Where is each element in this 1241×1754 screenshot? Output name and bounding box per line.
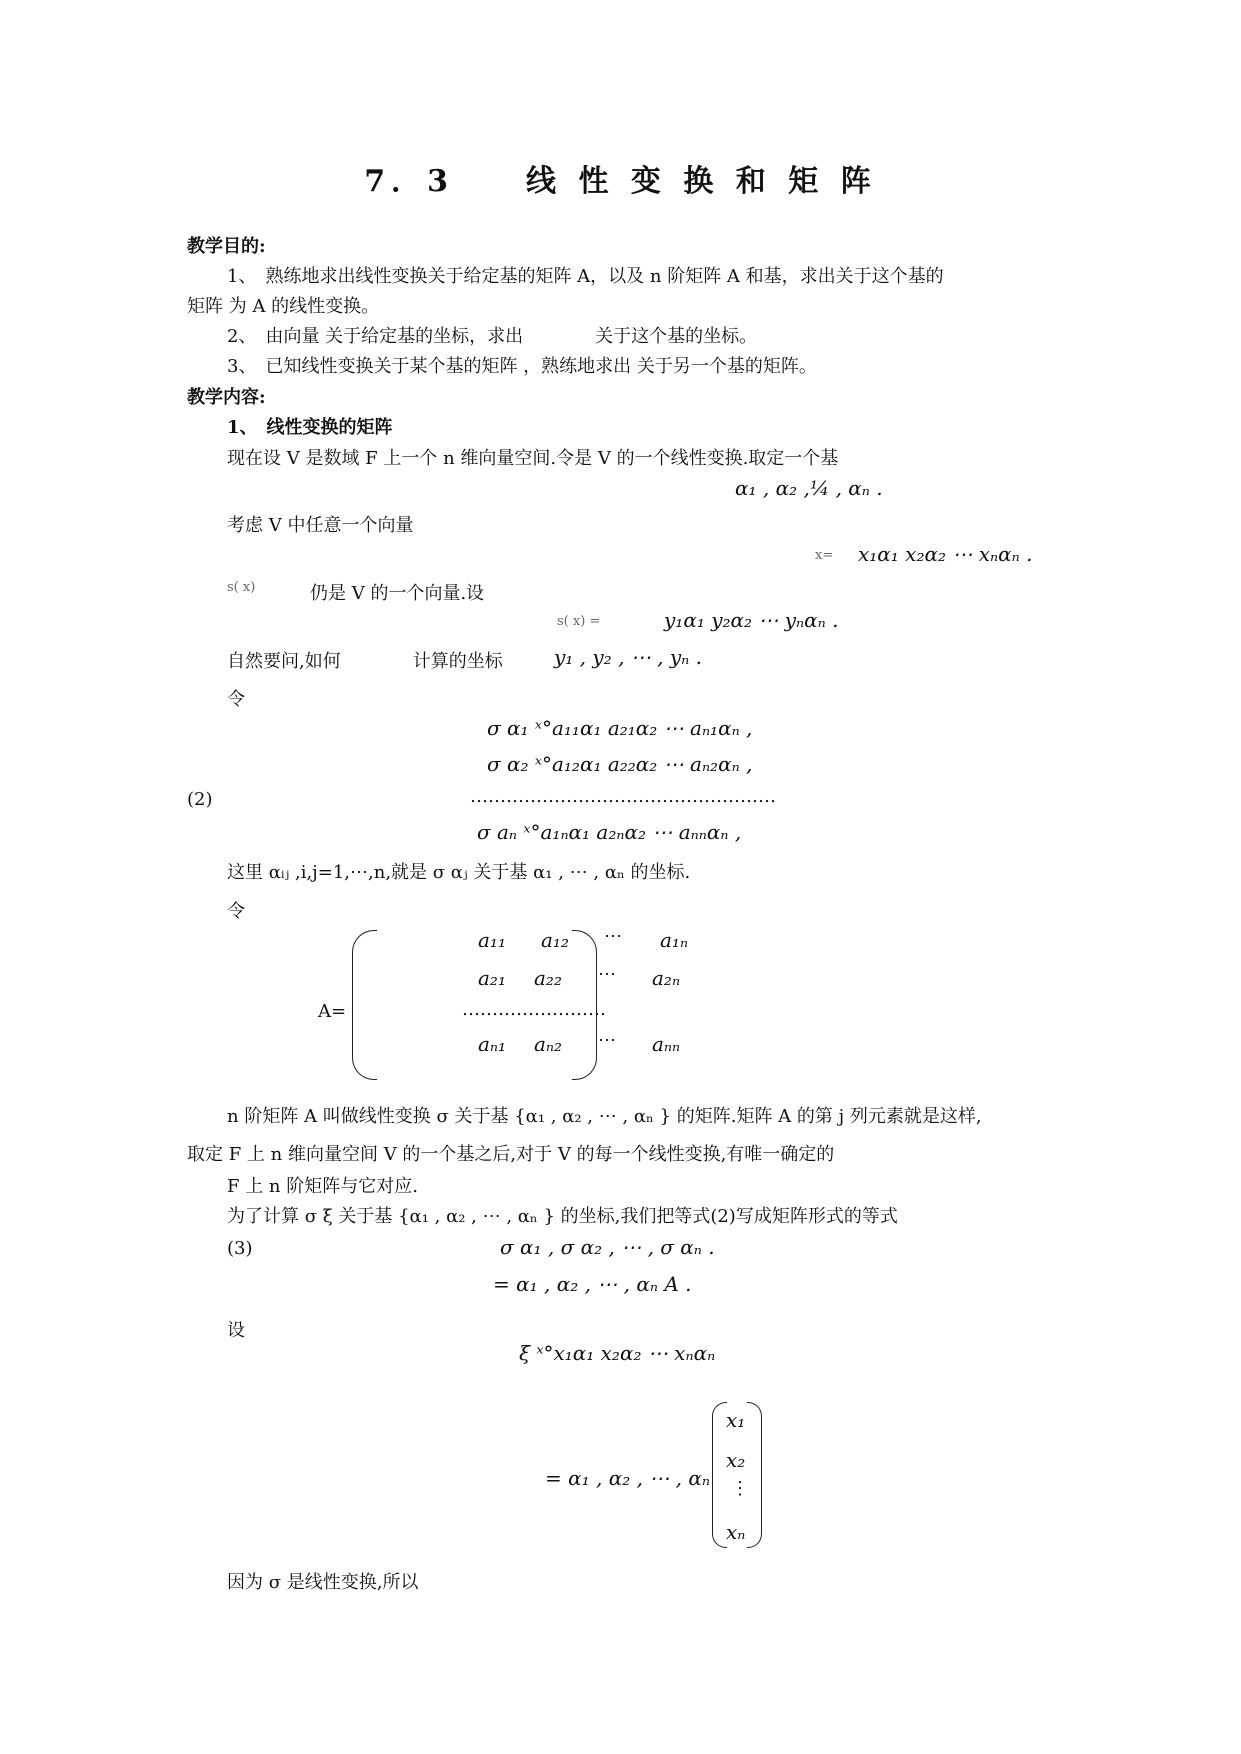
paragraph-1: 现在设 V 是数域 F 上一个 n 维向量空间.令是 V 的一个线性变换.取定一个基 (227, 448, 839, 469)
paragraph-2: 考虑 V 中任意一个向量 (227, 515, 414, 536)
matrix-cell: ⋯ (604, 926, 622, 947)
eq2-dots: …………………………………………… (470, 786, 776, 807)
matrix-cell: a₁₁ (478, 928, 506, 952)
xi-formula: ξ ˣ°x₁α₁ x₂α₂ ⋯ xₙαₙ (519, 1341, 716, 1365)
paragraph-5: 这里 αᵢⱼ ,i,j=1,⋯,n,就是 σ αⱼ 关于基 α₁ , ⋯ , αₙ 的坐标. (227, 862, 691, 883)
eq3-label: (3) (227, 1238, 253, 1259)
section-content-heading: 教学内容: (187, 387, 266, 408)
vector-cell: x₁ (726, 1408, 746, 1432)
eq2-label: (2) (187, 789, 213, 810)
paragraph-7: 为了计算 σ ξ 关于基 {α₁ , α₂ , ⋯ , αₙ } 的坐标,我们把等式(2)写成矩阵形式的等式 (227, 1206, 898, 1227)
xi-formula-matrix: = α₁ , α₂ , ⋯ , αₙ (545, 1466, 710, 1490)
vector-right-paren (747, 1402, 762, 1548)
y-coords-formula: y₁ , y₂ , ⋯ , yₙ . (554, 645, 702, 669)
sx-label: s( x) (227, 580, 256, 595)
paragraph-4: 自然要问,如何 计算的坐标 (227, 651, 503, 672)
eq3-row-2: = α₁ , α₂ , ⋯ , αₙ A . (493, 1272, 692, 1296)
matrix-cell: a₂₂ (534, 966, 562, 990)
vector-cell: ⋮ (731, 1478, 749, 1499)
vector-cell: xₙ (726, 1520, 746, 1544)
basis-formula: α₁ , α₂ ,¼ , αₙ . (735, 476, 883, 500)
matrix-cell: a₂₁ (478, 966, 506, 990)
section-goal-heading: 教学目的: (187, 236, 266, 257)
matrix-cell: aₙ₁ (478, 1032, 507, 1056)
matrix-cell: a₁ₙ (660, 928, 689, 952)
paragraph-3: 仍是 V 的一个向量.设 (310, 583, 485, 604)
matrix-cell: ⋯ (598, 1030, 616, 1051)
eq2-row-2: σ α₂ ˣ°a₁₂α₁ a₂₂α₂ ⋯ aₙ₂αₙ , (487, 752, 753, 776)
vector-cell: x₂ (726, 1448, 746, 1472)
eq2-row-n: σ aₙ ˣ°a₁ₙα₁ a₂ₙα₂ ⋯ aₙₙαₙ , (477, 820, 742, 844)
eq3-row-1: σ α₁ , σ α₂ , ⋯ , σ αₙ . (500, 1235, 715, 1259)
matrix-cell: a₂ₙ (652, 966, 681, 990)
ling-1: 令 (227, 689, 245, 710)
x-formula: x₁α₁ x₂α₂ ⋯ xₙαₙ . (858, 542, 1033, 566)
paragraph-6: n 阶矩阵 A 叫做线性变换 σ 关于基 {α₁ , α₂ , ⋯ , αₙ } 的矩阵.矩阵 A 的第 j 列元素就是这样, (227, 1106, 982, 1127)
goal-item-1-cont: 矩阵 为 A 的线性变换。 (187, 296, 380, 317)
matrix-cell: aₙₙ (652, 1032, 681, 1056)
vector-left-paren (712, 1402, 727, 1548)
matrix-cell: aₙ₂ (534, 1032, 563, 1056)
sx-formula: y₁α₁ y₂α₂ ⋯ yₙαₙ . (664, 608, 839, 632)
she-label: 设 (227, 1320, 245, 1341)
goal-item-3: 3、 已知线性变换关于某个基的矩阵 ，熟练地求出 关于另一个基的矩阵。 (227, 356, 817, 377)
sx-eq-lhs: s( x) = (557, 614, 601, 629)
goal-item-2: 2、 由向量 关于给定基的坐标，求出 关于这个基的坐标。 (227, 326, 758, 347)
goal-item-1: 1、 熟练地求出线性变换关于给定基的矩阵 A，以及 n 阶矩阵 A 和基，求出关于这个基的 (227, 266, 944, 287)
subsection-heading: 1、 线性变换的矩阵 (227, 417, 393, 438)
paragraph-6-cont: 取定 F 上 n 维向量空间 V 的一个基之后,对于 V 的每一个线性变换,有唯一确定的 (187, 1144, 835, 1165)
ling-2: 令 (227, 901, 245, 922)
eq2-row-1: σ α₁ ˣ°a₁₁α₁ a₂₁α₂ ⋯ aₙ₁αₙ , (487, 716, 753, 740)
matrix-dots: …………………… (462, 999, 606, 1020)
matrix-cell: a₁₂ (541, 928, 569, 952)
closing-line: 因为 σ 是线性变换,所以 (227, 1572, 419, 1593)
page-title: 7．3 线 性 变 换 和 矩 阵 (364, 164, 877, 199)
x-eq-lhs: x= (815, 548, 834, 563)
matrix-left-paren (352, 930, 377, 1080)
matrix-cell: ⋯ (598, 964, 616, 985)
matrix-a-label: A= (318, 1001, 347, 1022)
paragraph-6-end: F 上 n 阶矩阵与它对应. (227, 1176, 418, 1197)
